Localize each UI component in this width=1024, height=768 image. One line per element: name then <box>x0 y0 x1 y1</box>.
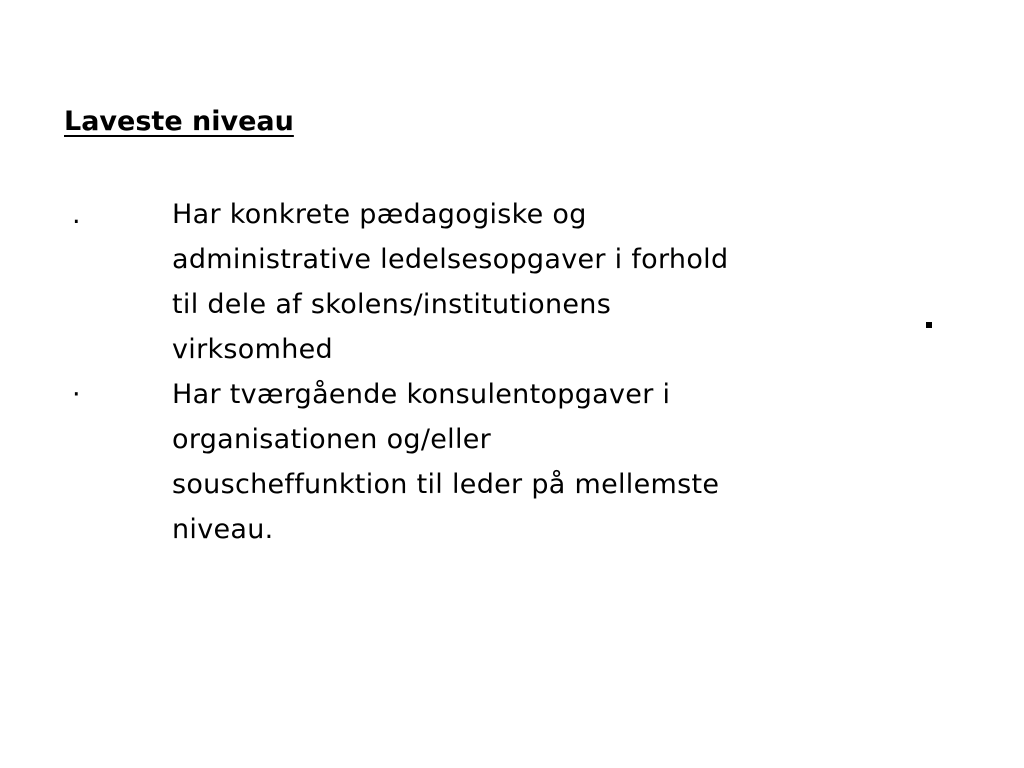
bullet-text: Har tværgående konsulentopgaver i organisationen og/eller souscheffunktion til leder på mellemste niveau. <box>172 379 720 545</box>
bullet-marker: . <box>72 199 81 230</box>
bullet-list <box>66 192 766 552</box>
slide-heading: Laveste niveau <box>64 106 294 137</box>
bullet-item <box>66 372 766 552</box>
bullet-text: Har konkrete pædagogiske og administrative ledelsesopgaver i forhold til dele af skolens/institutionens virksomhed <box>172 199 729 365</box>
bullet-marker: · <box>72 379 81 410</box>
bullet-item <box>66 192 766 372</box>
stray-dot-mark <box>926 322 932 328</box>
